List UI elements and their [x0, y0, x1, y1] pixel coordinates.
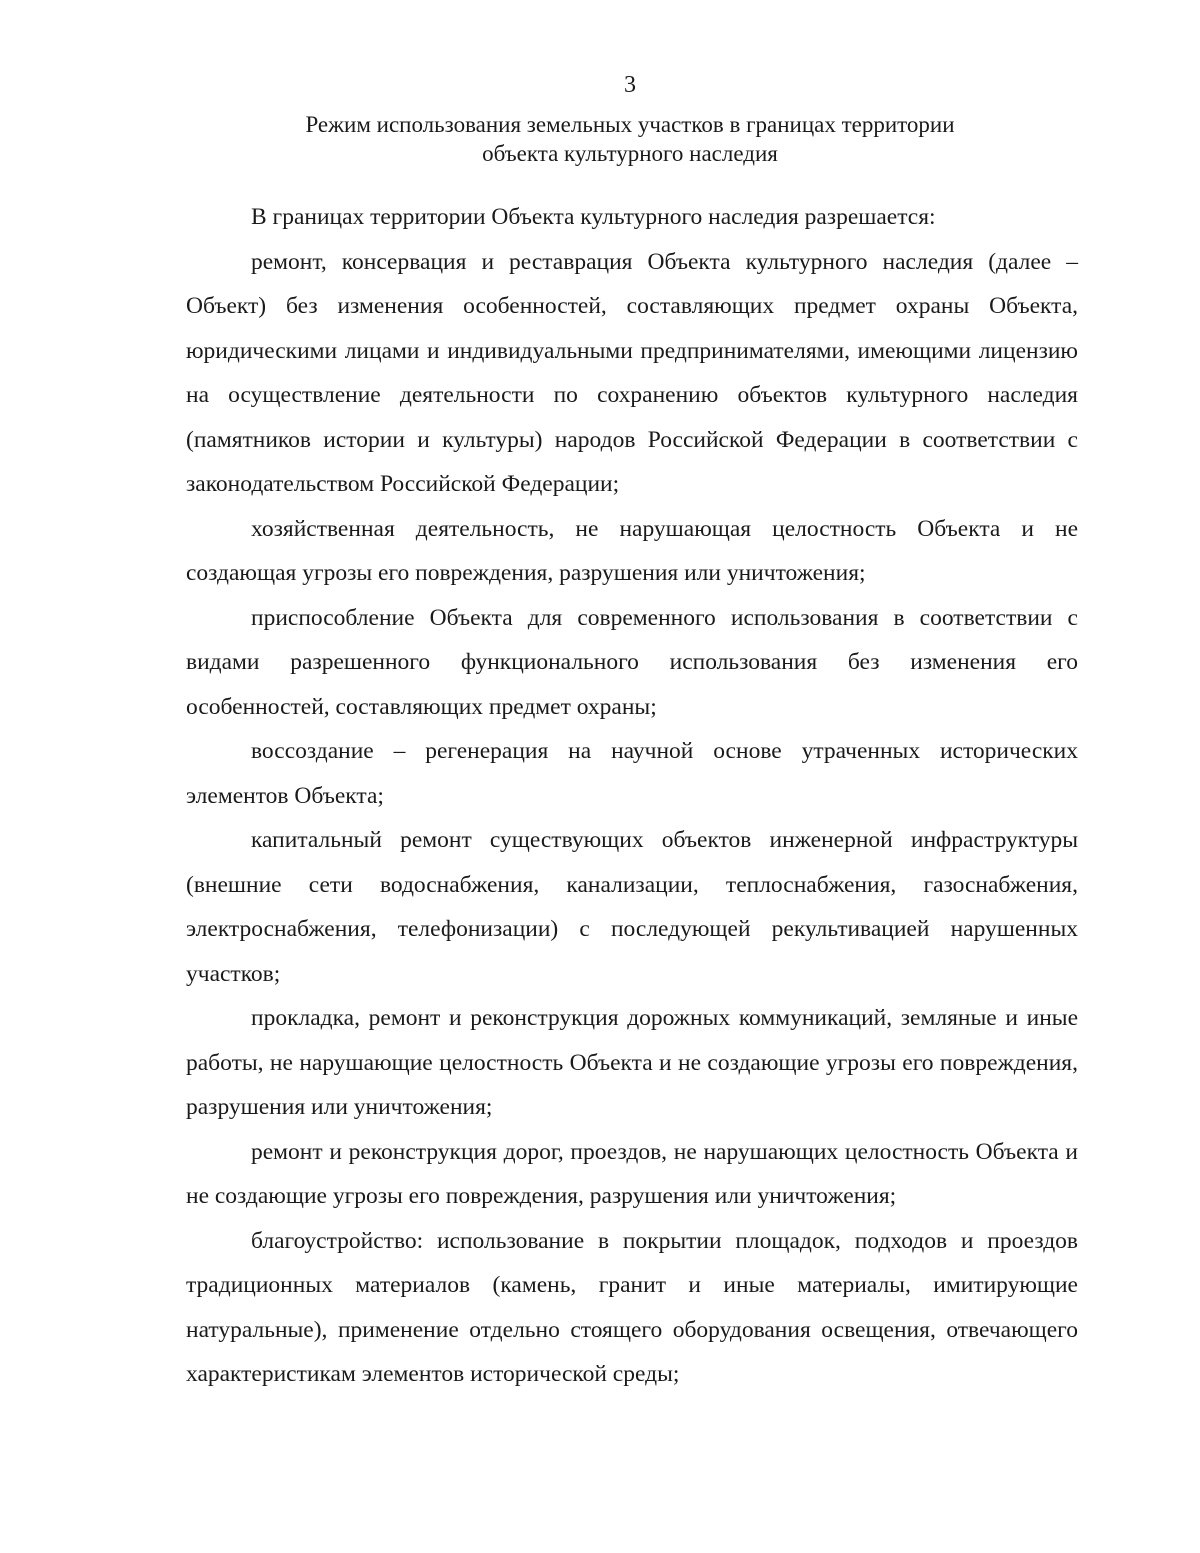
paragraph-recreation: воссоздание – регенерация на научной основе утраченных исторических элементов Объекта; — [186, 738, 1078, 809]
document-body — [186, 195, 1078, 1397]
paragraph-infrastructure-repair: капитальный ремонт существующих объектов инженерной инфраструктуры (внешние сети водоснабжения, канализации, теплоснабжения, газоснабжения, электроснабжения, телефонизации) с последующей рекультивацией нарушенных участков; — [186, 827, 1078, 987]
section-heading — [0, 110, 1200, 168]
paragraph-intro: В границах территории Объекта культурного наследия разрешается: — [251, 204, 936, 230]
paragraph-landscaping: благоустройство: использование в покрытии площадок, подходов и проездов традиционных материалов (камень, гранит и иные материалы, имитирующие натуральные), применение отдельно стоящего оборудования освещения, отвечающего характеристикам элементов исторической среды; — [186, 1227, 1078, 1387]
heading-line-1: Режим использования земельных участков в границах территории — [305, 112, 955, 137]
paragraph-repair-conservation: ремонт, консервация и реставрация Объекта культурного наследия (далее – Объект) без изменения особенностей, составляющих предмет охраны Объекта, юридическими лицами и индивидуальными предпринимателями, имеющими лицензию на осуществление деятельности по сохранению объектов культурного наследия (памятников истории и культуры) народов Российской Федерации в соответствии с законодательством Российской Федерации; — [186, 248, 1078, 497]
paragraph-economic-activity: хозяйственная деятельность, не нарушающая целостность Объекта и не создающая угрозы его повреждения, разрушения или уничтожения; — [186, 515, 1078, 586]
paragraph-road-communications: прокладка, ремонт и реконструкция дорожных коммуникаций, земляные и иные работы, не нарушающие целостность Объекта и не создающие угрозы его повреждения, разрушения или уничтожения; — [186, 1005, 1078, 1120]
heading-line-2: объекта культурного наследия — [482, 141, 778, 166]
paragraph-roads-repair: ремонт и реконструкция дорог, проездов, не нарушающих целостность Объекта и не создающие угрозы его повреждения, разрушения или уничтожения; — [186, 1138, 1078, 1209]
paragraph-adaptation: приспособление Объекта для современного использования в соответствии с видами разрешенного функционального использования без изменения его особенностей, составляющих предмет охраны; — [186, 604, 1078, 720]
page-number: 3 — [624, 72, 636, 98]
